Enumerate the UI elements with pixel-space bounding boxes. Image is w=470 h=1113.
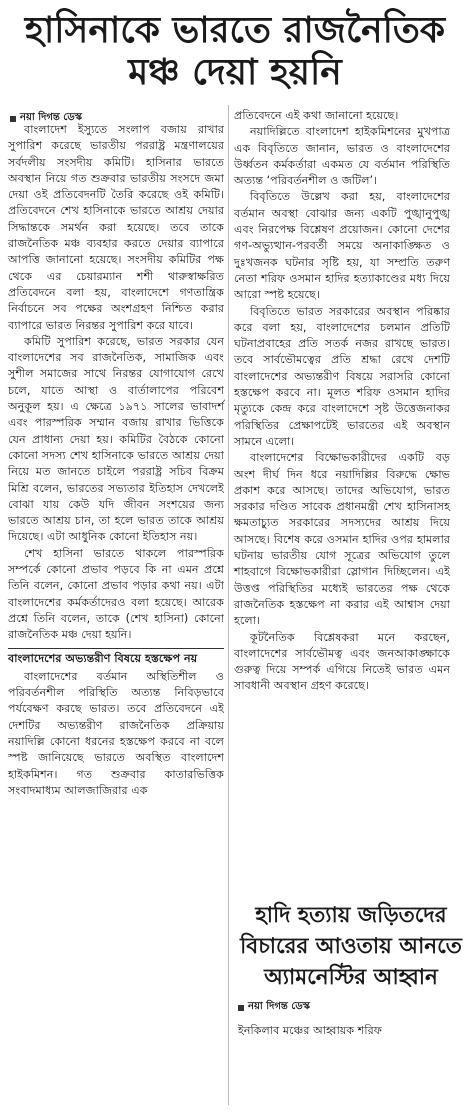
column-divider bbox=[228, 105, 229, 1105]
paragraph: শেখ হাসিনা ভারতে থাকলে পারস্পরিক সম্পর্কে কোনো প্রভাব পড়বে কি না এমন প্রশ্নে তিনি বলেন, কোনো প্রভাব পড়ার কথা নয়। এটা বাংলাদেশের কর্মকর্তাদেরও বলা হয়েছে। আরেক প্রশ্নে তিনি বলেন, তাকে (শেখ হাসিনা) কোনো রাজনৈতিক মঞ্চ দেয়া হয়নি। bbox=[8, 546, 224, 642]
second-headline-line-2: বিচারের আওতায় আনতে bbox=[240, 934, 462, 959]
paragraph: প্রতিবেদনে এই কথা জানানো হয়েছে। bbox=[234, 109, 399, 122]
byline-text: নয়া দিগন্ত ডেস্ক bbox=[20, 112, 82, 123]
subhead: বাংলাদেশের অভ্যন্তরীণ বিষয়ে হস্তক্ষেপ নয় bbox=[8, 651, 198, 665]
second-headline-line-1: হাদি হত্যায় জড়িতদের bbox=[255, 903, 447, 928]
left-column bbox=[8, 122, 224, 799]
paragraph: নয়াদিল্লিতে বাংলাদেশ হাইকমিশনের মুখপাত্র এক বিবৃতিতে জানান, ভারত ও বাংলাদেশের উর্ধ্বতন কর্মকর্তারা একমত যে বর্তমান পরিস্থিতি অত্যন্ত ‘পরিবর্তনশীল ও জটিল’। bbox=[234, 125, 450, 188]
paragraph: কমিটি সুপারিশ করেছে, ভারত সরকার যেন বাংলাদেশের সব রাজনৈতিক, সামাজিক এবং সুশীল সমাজের সাথে নিরন্তর যোগাযোগ রেখে চলে, যাতে আস্থা ও বার্তালাপের পরিবেশ অনুকূল হয়। এ ক্ষেত্রে ১৯৭১ সালের ভাবাদর্শ এবং পারস্পরিক সম্মান বজায় রাখার ভিত্তিকে যেন প্রাধান্য দেয়া হয়। কমিটির বৈঠকে কোনো কোনো সদস্য শেখ হাসিনাকে ভারতে আশ্রয় দেয়া নিয়ে মত জানতে চাইলে পররাষ্ট্র সচিব বিক্রম মিশ্রি বলেন, ভারতের সভ্যতার ইতিহাস দেখলেই বোঝা যায় কেউ যদি জীবন সংশয়ের জন্য ভারতে আশ্রয় চান, তা হলে ভারত তাকে আশ্রয় দিয়েছে। এটা আধুনিক কোনো ইতিহাস নয়। bbox=[8, 334, 224, 544]
second-byline bbox=[238, 999, 464, 1016]
second-headline-line-3: অ্যামনেস্টির আহ্বান bbox=[264, 965, 438, 990]
paragraph: বাংলাদেশ ইস্যুতে সংলাপ বজায় রাখার সুপারিশ করেছে ভারতীয় পররাষ্ট্র মন্ত্রণালয়ের সর্বদলীয় সংসদীয় কমিটি। হাসিনার ভারতে অবস্থান নিয়ে গত শুক্রবার ভারতীয় সংসদে জমা দেয়া ওই প্রতিবেদনটি তৈরি করেছে ওই কমিটি। প্রতিবেদনে শেখ হাসিনাকে ভারতে আশ্রয় দেয়ার সিদ্ধান্তকে সমর্থন করা হয়েছে। তবে তাকে রাজনৈতিক মঞ্চ ব্যবহার করতে দেয়ার ব্যাপারে আপত্তি জানানো হয়েছে। সংসদীয় কমিটির পক্ষ থেকে এর চেয়ারম্যান শশী থারুস্বাক্ষরিত প্রতিবেদনে বলা হয়, বাংলাদেশে গণতান্ত্রিক নির্বাচনে সব পক্ষের অংশগ্রহণ নিশ্চিত করার ব্যাপারে ভারত নিরন্তর সুপারিশ করে যাবে। bbox=[8, 123, 224, 332]
square-bullet-icon bbox=[10, 116, 16, 122]
second-byline-text: নয়া দিগন্ত ডেস্ক bbox=[248, 1001, 310, 1012]
paragraph: বাংলাদেশের বিক্ষোভকারীদের একটি বড় অংশ দীর্ঘ দিন ধরে নয়াদিল্লির বিরুদ্ধে ক্ষোভ প্রকাশ করে আসছে। তাদের অভিযোগ, ভারত সরকার দণ্ডিত সাবেক প্রধানমন্ত্রী শেখ হাসিনাসহ ক্ষমতাচ্যুত সরকারের সদস্যদের আশ্রয় দিয়ে আসছে। বিশেষ করে ওসমান হাদির ওপর হামলার ঘটনায় ভারতীয় যোগ সূত্রের অভিযোগ তুলে শাহবাগে বিক্ষোভকারীরা স্লোগান দিচ্ছিলেন। এই উত্তপ্ত পরিস্থিতির মধ্যেই ভারতের পক্ষ থেকে রাজনৈতিক হস্তক্ষেপ না করার এই আশ্বাস দেয়া হলো। bbox=[234, 451, 450, 628]
second-story bbox=[238, 900, 464, 1041]
headline-line-2: মঞ্চ দেয়া হয়নি bbox=[128, 52, 342, 93]
paragraph: বাংলাদেশের বর্তমান অস্থিতিশীল ও পরিবর্তনশীল পরিস্থিতি অত্যন্ত নিবিড়ভাবে পর্যবেক্ষণ করছে ভারত। তবে প্রতিবেদনে এই দেশটির অভ্যন্তরীণ রাজনৈতিক প্রক্রিয়ায় নয়াদিল্লি কোনো ধরনের হস্তক্ষেপ করবে না বলে স্পষ্ট জানিয়েছে ভারতে অবস্থিত বাংলাদেশ হাইকমিশন। গত শুক্রবার কাতারভিত্তিক সংবাদমাধ্যম আলজাজিরার এক bbox=[8, 669, 224, 797]
square-bullet-icon bbox=[238, 1005, 244, 1011]
second-story-first-line: ইনকিলাব মঞ্চের আহ্বায়ক শরিফ bbox=[238, 1024, 382, 1037]
paragraph: বিবৃতিতে উল্লেখ করা হয়, বাংলাদেশের বর্তমান অবস্থা বোঝার জন্য একটি পুঙ্খানুপুঙ্খ এবং নিরপেক্ষ বিশ্লেষণ প্রয়োজন। কোনো দেশের গণ-অভ্যুত্থান-পরবর্তী সময়ে অনাকাঙ্ক্ষিত ও দুঃখজনক ঘটনার সৃষ্টি হয়, যা সম্প্রতি তরুণ নেতা শরিফ ওসমান হাদির হত্যাকাণ্ডের মধ্য দিয়ে আরো স্পষ্ট হয়েছে। bbox=[234, 190, 450, 302]
paragraph: বিবৃতিতে ভারত সরকারের অবস্থান পরিষ্কার করে বলা হয়, বাংলাদেশের চলমান প্রতিটি ঘটনাপ্রবাহের প্রতি সতর্ক নজর রাখছে ভারত। তবে সার্বভৌমত্বের প্রতি শ্রদ্ধা রেখে দেশটি বাংলাদেশের অভ্যন্তরীণ বিষয়ে সরাসরি কোনো হস্তক্ষেপ করবে না। মূলত শরিফ ওসমান হাদির মৃত্যুকে কেন্দ্র করে বাংলাদেশে সৃষ্ট উত্তেজনাকর পরিস্থিতির প্রেক্ষাপটেই ভারতের এই অবস্থান সামনে এলো। bbox=[234, 304, 450, 448]
headline bbox=[0, 0, 470, 100]
right-column bbox=[234, 108, 450, 695]
subhead-rule bbox=[8, 648, 224, 649]
paragraph: কূটনৈতিক বিশ্লেষকরা মনে করছেন, বাংলাদেশের সার্বভৌমত্ব এবং জনআকাঙ্ক্ষাকে গুরুত্ব দিয়ে সম্পর্ক এগিয়ে নিতেই ভারত এমন সাবধানী অবস্থান গ্রহণ করেছে। bbox=[234, 630, 450, 693]
headline-line-1: হাসিনাকে ভারতে রাজনৈতিক bbox=[24, 10, 446, 51]
